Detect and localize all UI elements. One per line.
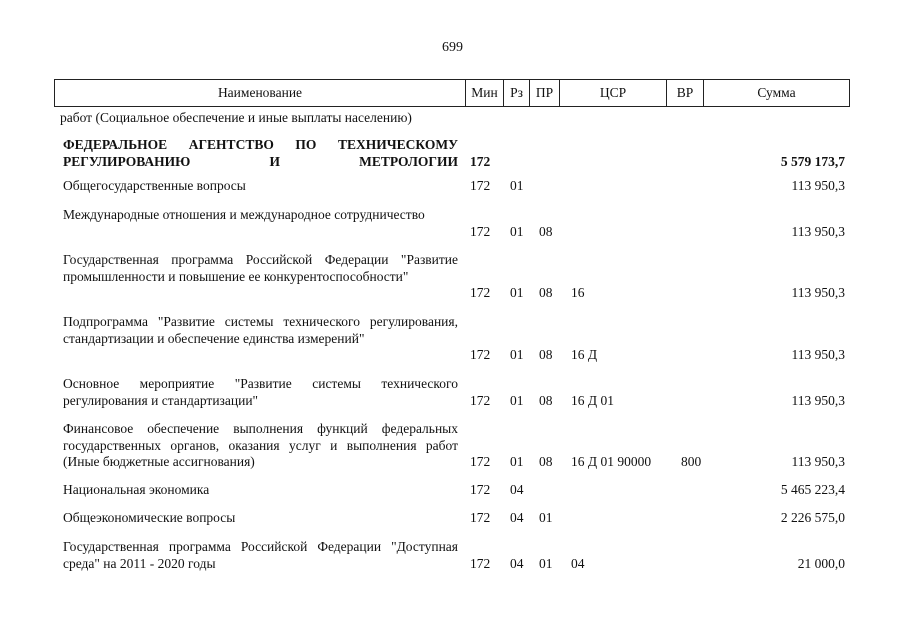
row-min: 172 — [470, 555, 491, 571]
row-min: 172 — [470, 510, 491, 525]
header-rz: Рз — [503, 80, 529, 106]
row-name — [63, 137, 458, 169]
row-pr: 01 — [539, 510, 553, 525]
row-name: Национальная экономика — [63, 482, 210, 497]
row-name-text: ФЕДЕРАЛЬНОЕ АГЕНТСТВО ПО ТЕХНИЧЕСКОМУ РЕГУЛИРОВАНИЮ И МЕТРОЛОГИИ — [63, 137, 458, 169]
row-sum: 2 226 575,0 — [780, 510, 845, 525]
header-csr: ЦСР — [559, 80, 666, 106]
header-sum: Сумма — [703, 80, 849, 106]
row-csr: 16 Д — [571, 347, 598, 362]
row-name: Государственная программа Российской Федерации "Развитие промышленности и повышение ее конкурентоспособности" — [63, 252, 458, 284]
row-csr: 04 — [571, 555, 585, 571]
row-sum: 5 465 223,4 — [780, 482, 845, 497]
row-csr: 16 — [571, 285, 585, 300]
row-min: 172 — [470, 153, 491, 169]
header-min: Мин — [465, 80, 503, 106]
row-pr: 08 — [539, 454, 553, 469]
row-rz: 01 — [510, 454, 524, 469]
row-pr: 08 — [539, 347, 553, 362]
row-min: 172 — [470, 223, 491, 239]
row-sum: 5 579 173,7 — [780, 153, 845, 169]
table-header — [54, 79, 850, 107]
row-csr: 16 Д 01 — [571, 392, 614, 408]
row-sum: 113 950,3 — [791, 347, 845, 362]
row-min: 172 — [470, 178, 491, 193]
row-name: Государственная программа Российской Федерации "Доступная среда" на 2011 - 2020 годы — [63, 539, 458, 571]
row-min: 172 — [470, 347, 491, 362]
row-rz: 04 — [510, 510, 524, 525]
row-rz: 01 — [510, 285, 524, 300]
row-min: 172 — [470, 285, 491, 300]
row-sum: 113 950,3 — [791, 178, 845, 193]
row-rz: 01 — [510, 223, 524, 239]
row-sum: 113 950,3 — [791, 392, 845, 408]
row-name: Финансовое обеспечение выполнения функций федеральных государственных органов, оказания услуг и выполнения работ (Иные бюджетные ассигнования) — [63, 421, 458, 469]
row-min: 172 — [470, 392, 491, 408]
row-min: 172 — [470, 482, 491, 497]
row-rz: 01 — [510, 392, 524, 408]
row-name: Общеэкономические вопросы — [63, 510, 236, 525]
header-pr: ПР — [529, 80, 559, 106]
row-pr: 08 — [539, 392, 553, 408]
row-rz: 04 — [510, 555, 524, 571]
row-sum: 21 000,0 — [797, 555, 845, 571]
row-pr: 01 — [539, 555, 553, 571]
page-number: 699 — [442, 40, 463, 55]
row-name: Подпрограмма "Развитие системы технического регулирования, стандартизации и обеспечение единства измерений" — [63, 314, 458, 346]
header-vr: ВР — [666, 80, 703, 106]
row-min: 172 — [470, 454, 491, 469]
row-name: Общегосударственные вопросы — [63, 178, 246, 193]
row-sum: 113 950,3 — [791, 454, 845, 469]
header-name: Наименование — [217, 85, 303, 100]
row-rz: 01 — [510, 347, 524, 362]
row-vr: 800 — [681, 454, 702, 469]
row-pr: 08 — [539, 285, 553, 300]
row-sum: 113 950,3 — [791, 285, 845, 300]
row-csr: 16 Д 01 90000 — [571, 454, 652, 469]
row-rz: 04 — [510, 482, 524, 497]
continued-row-text: работ (Социальное обеспечение и иные выплаты населению) — [60, 110, 412, 125]
row-name: Международные отношения и международное сотрудничество — [63, 207, 425, 222]
row-name: Основное мероприятие "Развитие системы технического регулирования и стандартизации" — [63, 376, 458, 408]
row-pr: 08 — [539, 223, 553, 239]
row-rz: 01 — [510, 178, 524, 193]
row-sum: 113 950,3 — [791, 223, 845, 239]
